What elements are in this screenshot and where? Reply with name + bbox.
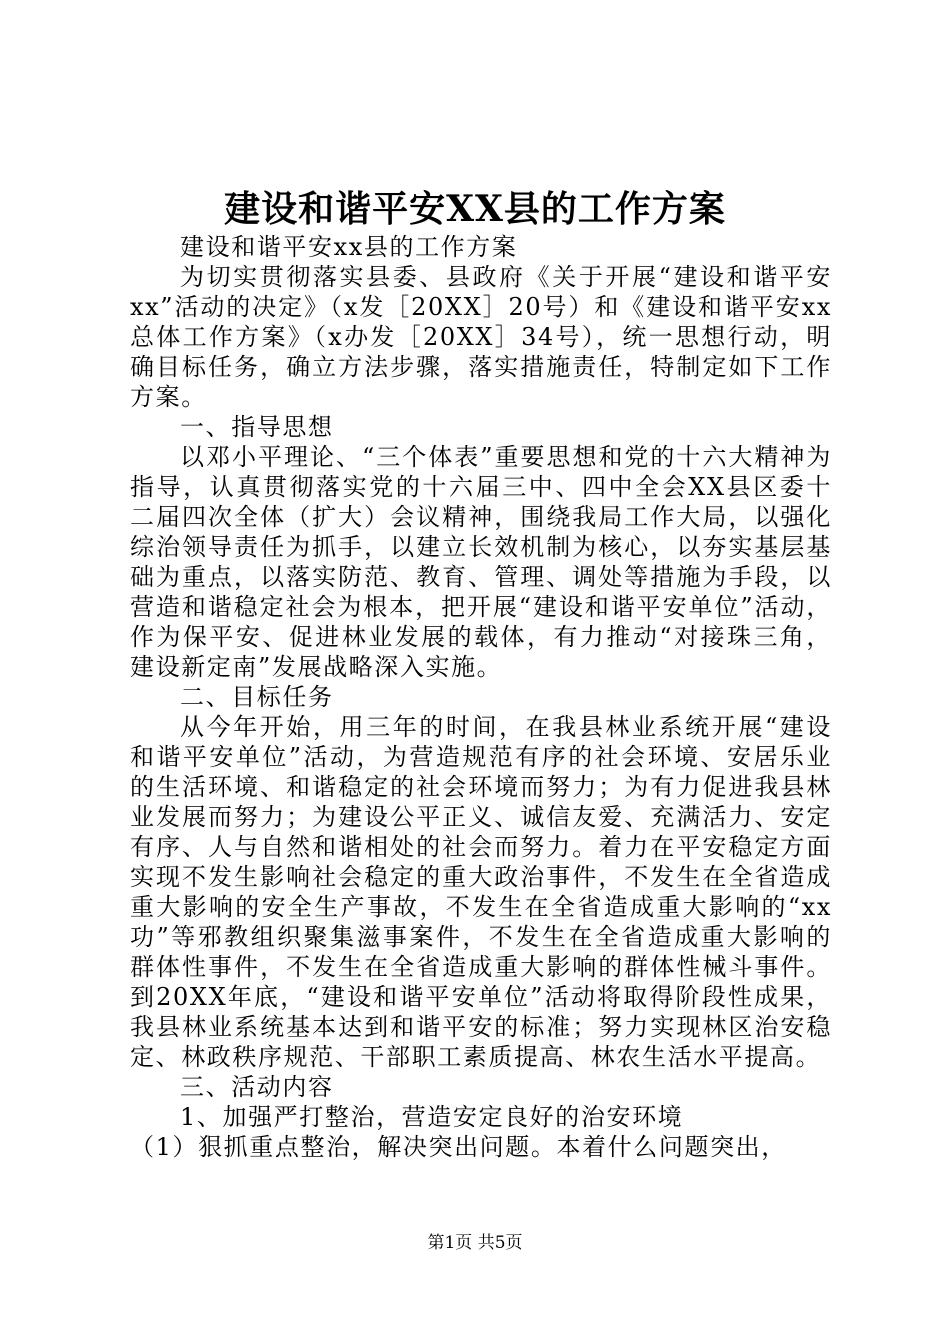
section-heading-objectives: 二、目标任务	[180, 683, 334, 711]
subtitle-paragraph: 建设和谐平安xx县的工作方案	[180, 233, 518, 261]
activity-item-1: 1、加强严打整治，营造安定良好的治安环境	[180, 1103, 684, 1131]
activity-subitem-1: （1）狠抓重点整治，解决突出问题。本着什么问题突出，	[130, 1133, 787, 1161]
section-heading-guiding-ideology: 一、指导思想	[180, 413, 334, 441]
intro-paragraph: 为切实贯彻落实县委、县政府《关于开展“建设和谐平安xx”活动的决定》（x发［20XX］20号）和《建设和谐平安xx总体工作方案》（x办发［20XX］34号），统一思想行动，明确目标任务，确立方法步骤，落实措施责任，特制定如下工作方案。	[130, 263, 832, 411]
page-footer: 第1页 共5页	[427, 1233, 523, 1253]
objectives-paragraph: 从今年开始，用三年的时间，在我县林业系统开展“建设和谐平安单位”活动，为营造规范有序的社会环境、安居乐业的生活环境、和谐稳定的社会环境而努力；为有力促进我县林业发展而努力；为建设公平正义、诚信友爱、充满活力、安定有序、人与自然和谐相处的社会而努力。着力在平安稳定方面实现不发生影响社会稳定的重大政治事件，不发生在全省造成重大影响的安全生产事故，不发生在全省造成重大影响的“xx功”等邪教组织聚集滋事案件，不发生在全省造成重大影响的群体性事件，不发生在全省造成重大影响的群体性械斗事件。到20XX年底，“建设和谐平安单位”活动将取得阶段性成果，我县林业系统基本达到和谐平安的标准；努力实现林区治安稳定、林政秩序规范、干部职工素质提高、林农生活水平提高。	[130, 713, 832, 1071]
document-body	[130, 232, 832, 1162]
section-heading-activities: 三、活动内容	[180, 1073, 334, 1101]
document-title: 建设和谐平安XX县的工作方案	[224, 188, 726, 230]
guiding-ideology-paragraph: 以邓小平理论、“三个体表”重要思想和党的十六大精神为指导，认真贯彻落实党的十六届三中、四中全会XX县区委十二届四次全体（扩大）会议精神，围绕我局工作大局，以强化综治领导责任为抓手，以建立长效机制为核心，以夯实基层基础为重点，以落实防范、教育、管理、调处等措施为手段，以营造和谐稳定社会为根本，把开展“建设和谐平安单位”活动，作为保平安、促进林业发展的载体，有力推动“对接珠三角，建设新定南”发展战略深入实施。	[130, 443, 832, 681]
